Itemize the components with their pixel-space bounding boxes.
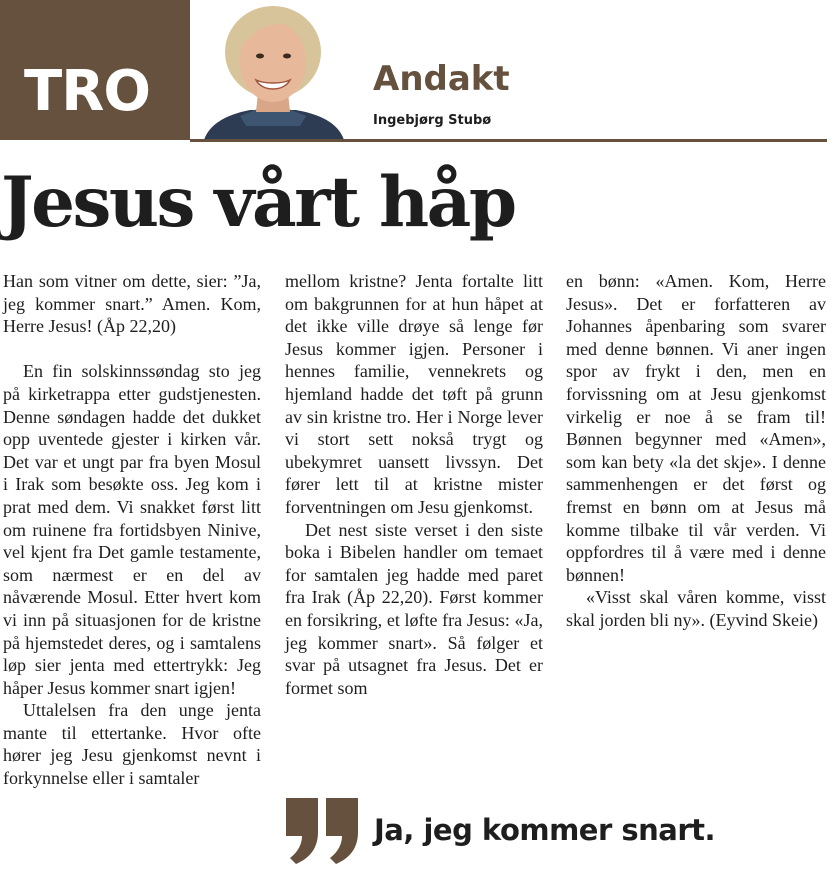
pull-quote	[284, 796, 829, 866]
quote-mark-icon	[284, 796, 364, 866]
paragraph-2: Uttalelsen fra den unge jenta mante til ettertanke. Hvor ofte hører jeg Jesu gjenkomst nevnt i forkynnelse eller i samtaler	[3, 700, 261, 789]
author-name: Ingebjørg Stubø	[373, 113, 492, 128]
paragraph-1: En fin solskinnssøndag sto jeg på kirketrappa etter gudstjenesten. Denne søndagen hadde det dukket opp uventede gjester i kirken vår. Det var et ungt par fra byen Mosul i Irak som besøkte oss. Jeg kom i prat med dem. Vi snakket først litt om ruinene fra fortidsbyen Ninive, vel kjent fra Det gamle testamente, som nærmest er en del av nåværende Mosul. Etter hvert kom vi inn på situasjonen for de kristne på hjemstedet deres, og i samtalens løp sier jenta med ettertrykk: Jeg håper Jesus kommer snart igjen!	[3, 361, 261, 698]
column-3	[566, 270, 826, 632]
author-portrait	[200, 4, 346, 140]
paragraph-5: en bønn: «Amen. Kom, Herre Jesus». Det er forfatteren av Johannes åpenbaring som svarer med denne bønnen. Vi aner ingen spor av frykt i den, men en forvissning om at Jesu gjenkomst virkelig er noe å se fram til! Bønnen begynner med «Amen», som kan bety «la det skje». I denne sammenhengen er det først og fremst en bønn om at Jesus må komme tilbake til vår verden. Vi oppfordres til å være med i denne bønnen!	[566, 271, 826, 585]
header-divider	[190, 139, 827, 142]
paragraph-6: «Visst skal våren komme, visst skal jorden bli ny». (Eyvind Skeie)	[566, 587, 826, 630]
category-title: Andakt	[373, 59, 510, 99]
lead-quote: Han som vitner om dette, sier: ”Ja, jeg kommer snart.” Amen. Kom, Herre Jesus! (Åp 22,20)	[3, 271, 261, 337]
headline: Jesus vårt håp	[1, 162, 515, 243]
pull-quote-text: Ja, jeg kommer snart.	[374, 813, 716, 847]
section-label-box	[0, 0, 190, 140]
paragraph-4: Det nest siste verset i den siste boka i Bibelen handler om temaet for samtalen jeg hadde med paret fra Irak (Åp 22,20). Først kommer en forsikring, et løfte fra Jesus: «Ja, jeg kommer snart». Så følger et svar på utsagnet fra Jesus. Det er formet som	[285, 519, 543, 698]
section-label: TRO	[24, 59, 150, 124]
column-2	[285, 270, 543, 699]
paragraph-3: mellom kristne? Jenta fortalte litt om bakgrunnen for at hun håpet at det ikke ville drøye så lenge før Jesus kommer igjen. Personer i hennes familie, vennekrets og hjemland hadde det tøft på grunn av sin kristne tro. Her i Norge lever vi stort sett nokså trygt og ubekymret uansett livssyn. Det fører lett til at kristne mister forventningen om Jesu gjenkomst.	[285, 271, 543, 517]
column-1	[3, 270, 261, 790]
